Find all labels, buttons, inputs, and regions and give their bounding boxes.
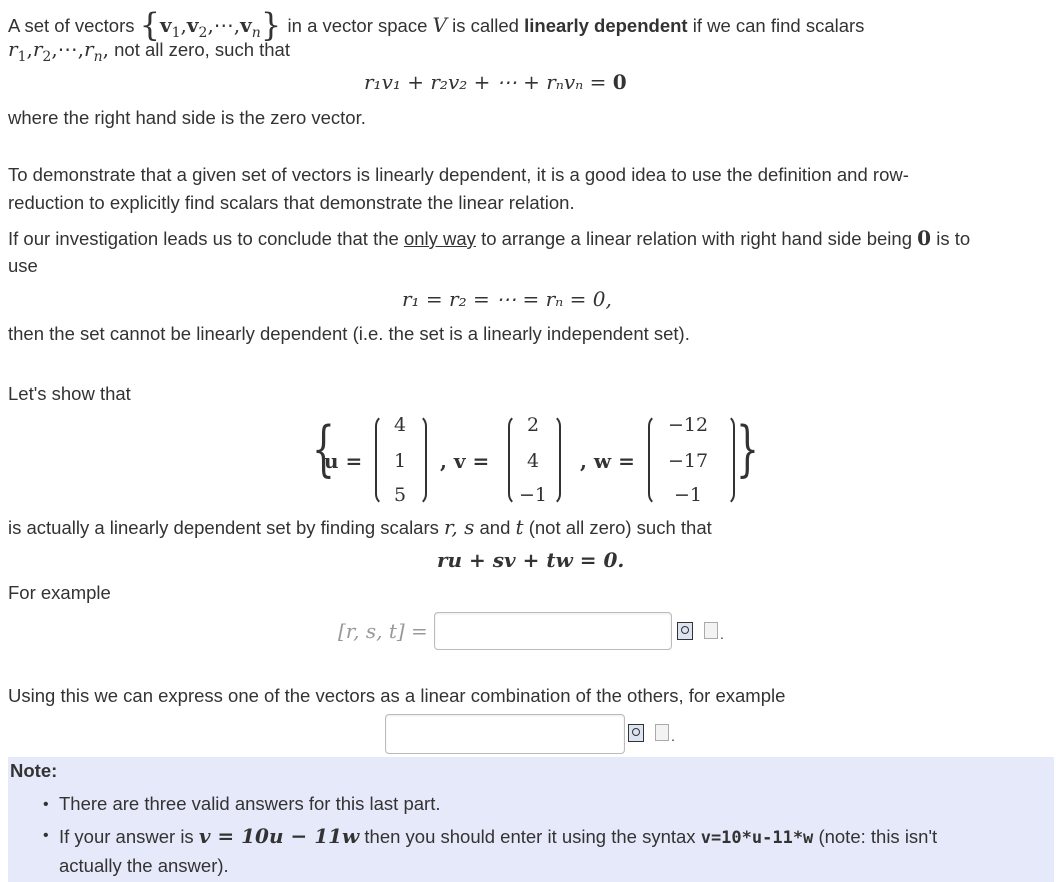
u-entry-3: 5 bbox=[393, 484, 407, 506]
var-t: t bbox=[515, 515, 524, 539]
definition-equation bbox=[364, 70, 627, 94]
u-entry-2: 1 bbox=[393, 450, 407, 472]
vars-rs: r, s bbox=[444, 515, 475, 539]
only-way-underline: only way bbox=[403, 228, 476, 249]
v-paren-right bbox=[549, 414, 561, 506]
preview-icon-2[interactable] bbox=[628, 724, 644, 742]
preview-icon[interactable] bbox=[677, 622, 693, 640]
v-entry-1: 2 bbox=[526, 414, 540, 436]
intro-text-3: is called bbox=[452, 15, 519, 36]
problem-intro: Let's show that bbox=[8, 383, 131, 404]
sub1: 1 bbox=[171, 25, 181, 41]
v-entry-3: −1 bbox=[518, 484, 547, 506]
note-item-2-text: If your answer is bbox=[59, 826, 194, 847]
bullet-2: • bbox=[43, 827, 49, 844]
bullet-1: • bbox=[43, 796, 49, 813]
para2-line-2: reduction to explicitly find scalars that demonstrate the linear relation. bbox=[8, 192, 575, 213]
para2-line-4: use bbox=[8, 255, 38, 276]
para2-text-b: to arrange a linear relation with right hand side being bbox=[481, 228, 912, 249]
vn: v bbox=[240, 13, 252, 37]
equation-lhs: r₁v₁ + r₂v₂ + ⋯ + rₙvₙ = bbox=[364, 70, 607, 94]
statement-text: is actually a linearly dependent set by finding scalars bbox=[8, 517, 439, 538]
w-entry-3: −1 bbox=[673, 484, 702, 506]
bold-term: linearly dependent bbox=[524, 15, 688, 36]
vector-set-math bbox=[139, 6, 288, 44]
dot: . bbox=[720, 626, 724, 642]
intro-text: A set of vectors bbox=[8, 15, 135, 36]
scalars-dots: ,⋯, bbox=[51, 37, 85, 61]
dot-2: . bbox=[671, 728, 675, 744]
rn: r bbox=[84, 37, 94, 61]
document-icon-2[interactable] bbox=[655, 724, 669, 741]
v1: v bbox=[159, 13, 172, 37]
u-entry-1: 4 bbox=[393, 414, 407, 436]
express-text: Using this we can express one of the vectors as a linear combination of the others, for example bbox=[8, 685, 786, 706]
note-title: Note: bbox=[10, 760, 58, 781]
note-item-1: There are three valid answers for this last part. bbox=[59, 793, 441, 814]
set-brace-open: { bbox=[312, 414, 335, 484]
para2-line-3 bbox=[8, 226, 970, 250]
example-label: For example bbox=[8, 582, 111, 603]
intro-line-2-text: not all zero, such that bbox=[114, 39, 290, 60]
independence-equation: r₁ = r₂ = ⋯ = rₙ = 0, bbox=[402, 287, 612, 311]
scalars-math: $r_1,r_2,\cdots,r_n$, bbox=[8, 37, 109, 65]
brace-open: { bbox=[139, 6, 160, 44]
intro-line-2 bbox=[8, 37, 290, 65]
subn: n bbox=[251, 25, 261, 41]
para2-text-a: If our investigation leads us to conclude that the bbox=[8, 228, 399, 249]
w-paren-right bbox=[723, 414, 735, 506]
set-brace-close: } bbox=[736, 414, 759, 484]
problem-statement bbox=[8, 515, 712, 539]
space-symbol: V bbox=[432, 13, 447, 37]
note-item-2-text-3: (note: this isn't bbox=[818, 826, 938, 847]
rst-label: [r, s, t] = bbox=[338, 619, 428, 643]
r1: r bbox=[8, 37, 18, 61]
rn-sub: n bbox=[93, 49, 103, 65]
sep: , bbox=[180, 13, 187, 37]
zero-vector: 0 bbox=[612, 70, 627, 94]
r1-sub: 1 bbox=[17, 49, 27, 65]
document-icon[interactable] bbox=[704, 622, 718, 639]
note-item-2-text-2: then you should enter it using the syntax bbox=[364, 826, 696, 847]
r2-sub: 2 bbox=[42, 49, 52, 65]
r2: r bbox=[32, 37, 43, 61]
linear-relation bbox=[437, 548, 624, 572]
para2-text-c: is to bbox=[936, 228, 971, 249]
statement-text-2: (not all zero) such that bbox=[528, 517, 712, 538]
express-answer-input[interactable] bbox=[385, 714, 625, 754]
zero-bold: 0 bbox=[917, 226, 932, 250]
intro-text-4: if we can find scalars bbox=[692, 15, 865, 36]
and-text: and bbox=[479, 517, 511, 538]
v-entry-2: 4 bbox=[526, 450, 540, 472]
intro-text-2: in a vector space bbox=[287, 15, 428, 36]
u-label: u = bbox=[324, 449, 363, 473]
w-entry-1: −12 bbox=[667, 414, 709, 436]
v2: v bbox=[186, 13, 199, 37]
note-item-2 bbox=[59, 824, 937, 848]
relation-rhs: 0. bbox=[603, 548, 625, 572]
para2-line-5: then the set cannot be linearly dependent (i.e. the set is a linearly independent set). bbox=[8, 323, 690, 344]
sub2: 2 bbox=[198, 25, 208, 41]
w-entry-2: −17 bbox=[667, 450, 709, 472]
note-box bbox=[8, 757, 1054, 882]
note-item-2-code: v=10*u-11*w bbox=[700, 828, 814, 848]
rst-answer-input[interactable] bbox=[434, 612, 672, 650]
u-paren-right bbox=[415, 414, 427, 506]
intro-line-3: where the right hand side is the zero vector. bbox=[8, 107, 366, 128]
relation-lhs: ru + sv + tw = bbox=[437, 548, 597, 572]
note-item-2-math: v = 10u − 11w bbox=[198, 824, 360, 848]
para2-line-1: To demonstrate that a given set of vectors is linearly dependent, it is a good idea to use the definition and row- bbox=[8, 164, 909, 185]
brace-close: } bbox=[260, 6, 282, 44]
v-label: , v = bbox=[440, 449, 490, 473]
dots: ,⋯, bbox=[207, 13, 241, 37]
w-label: , w = bbox=[580, 449, 635, 473]
note-item-2-line-2: actually the answer). bbox=[59, 855, 229, 876]
